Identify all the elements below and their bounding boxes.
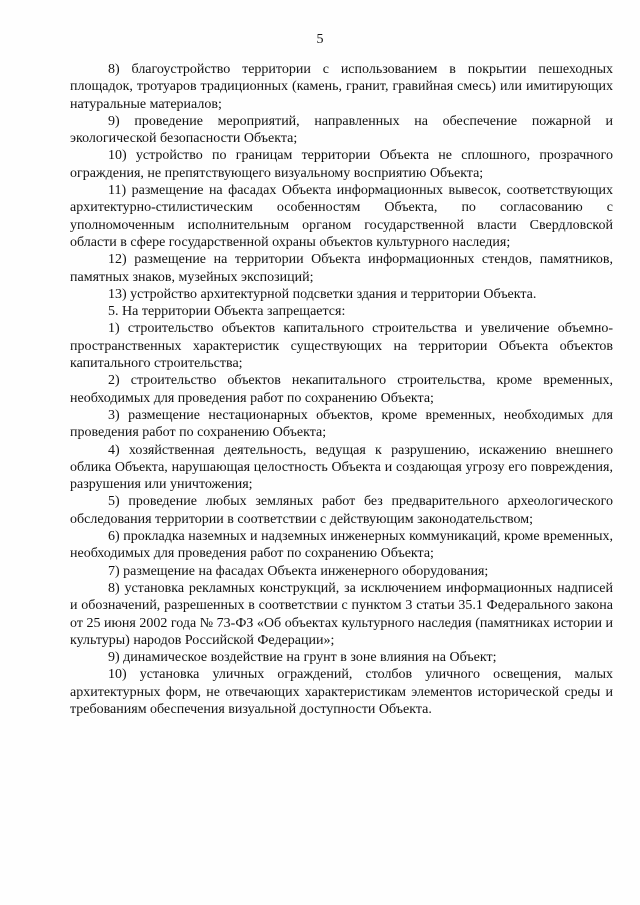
- page-number: 5: [316, 32, 324, 47]
- paragraph: 11) размещение на фасадах Объекта информационных вывесок, соответствующих архитектурно-стилистическим особенностям Объекта, по согласованию с уполномоченным исполнительным органом государственной власти Свердловской области в сфере государственной охраны объектов культурного наследия;: [70, 183, 613, 250]
- paragraph: 13) устройство архитектурной подсветки здания и территории Объекта.: [108, 286, 537, 302]
- paragraph: 9) динамическое воздействие на грунт в зоне влияния на Объект;: [108, 650, 497, 666]
- paragraph: 3) размещение нестационарных объектов, кроме временных, необходимых для проведения работ по сохранению Объекта;: [70, 407, 613, 441]
- paragraph: 5) проведение любых земляных работ без предварительного археологического обследования территории в соответствии с действующим законодательством;: [70, 494, 613, 527]
- document-body: [70, 61, 613, 718]
- paragraph: 2) строительство объектов некапитального строительства, кроме временных, необходимых для проведения работ по сохранению Объекта;: [70, 373, 613, 406]
- paragraph: 9) проведение мероприятий, направленных на обеспечение пожарной и экологической безопасности Объекта;: [70, 113, 613, 147]
- paragraph: 12) размещение на территории Объекта информационных стендов, памятников, памятных знаков, музейных экспозиций;: [70, 252, 613, 285]
- paragraph: 8) установка рекламных конструкций, за исключением информационных надписей и обозначений, разрешенных в соответствии с пунктом 3 статьи 35.1 Федерального закона от 25 июня 2002 года № 73-ФЗ «Об объектах культурного наследия (памятниках истории и культуры) народов Российской Федерации»;: [70, 580, 613, 648]
- paragraph: 8) благоустройство территории с использованием в покрытии пешеходных площадок, тротуаров традиционных (камень, гранит, гравийная смесь) или имитирующих натуральные материалов;: [70, 62, 613, 112]
- paragraph: 4) хозяйственная деятельность, ведущая к разрушению, искажению внешнего облика Объекта, нарушающая целостность Объекта и создающая угрозу его повреждения, разрушения или уничтожения;: [70, 442, 613, 493]
- section-heading: 5. На территории Объекта запрещается:: [108, 304, 346, 320]
- paragraph: 1) строительство объектов капитального строительства и увеличение объемно-пространственных характеристик существующих на территории Объекта объектов капитального строительства;: [70, 321, 613, 372]
- paragraph: 10) установка уличных ограждений, столбов уличного освещения, малых архитектурных форм, не отвечающих характеристикам элементов исторической среды и требованиям обеспечения визуальной доступности Объекта.: [70, 667, 613, 717]
- paragraph: 6) прокладка наземных и надземных инженерных коммуникаций, кроме временных, необходимых для проведения работ по сохранению Объекта;: [70, 529, 613, 562]
- paragraph: 7) размещение на фасадах Объекта инженерного оборудования;: [108, 563, 489, 579]
- paragraph: 10) устройство по границам территории Объекта не сплошного, прозрачного ограждения, не препятствующего визуальному восприятию Объекта;: [70, 148, 613, 181]
